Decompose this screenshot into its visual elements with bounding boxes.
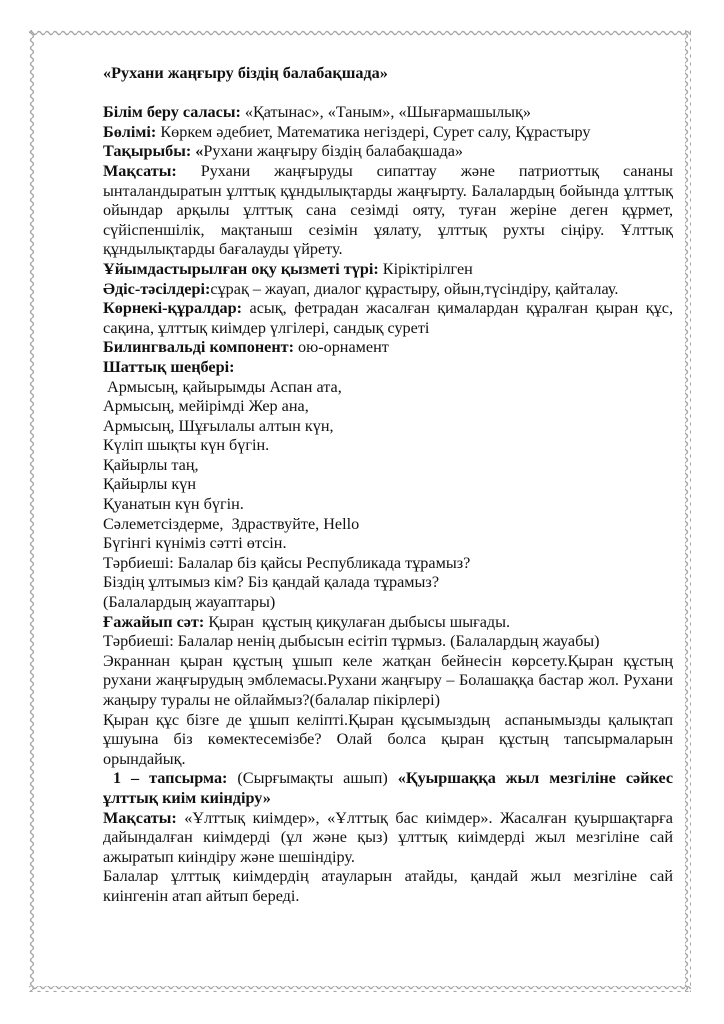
field-activity-type bbox=[103, 260, 673, 280]
field-label: Ұйымдастырылған оқу қызметі түрі: bbox=[103, 259, 379, 278]
magic-moment bbox=[103, 613, 673, 633]
circle-line: Армысың, мейірімді Жер ана, bbox=[103, 397, 309, 416]
field-bilingual bbox=[103, 338, 673, 358]
field-value: «Қатынас», «Таным», «Шығармашылық» bbox=[240, 103, 532, 122]
task-1-goal-text: «Ұлттық киімдер», «Ұлттық бас киімдер». Жасалған қуыршақтарға дайындалған киімдерді (ұл және қыз) ұлттық киімдерді жыл мезгіліне сай ажыратып киіндіру және шешіндіру. bbox=[103, 808, 673, 866]
field-label: Көрнекі-құралдар: bbox=[103, 299, 242, 318]
task-1-closing: Балалар ұлттық киімдердің атауларын атайды, қандай жыл мезгіліне сай киінгенін атап айтып береді. bbox=[103, 867, 673, 905]
field-value: Рухани жаңғыруды сипаттау және патриоттық сананы ынталандыратын ұлттық құндылықтарды жаңғырту. Балалардың бойында ұлттық ойындар арқылы ұлттық сана сезімді ояту, туған жеріне деген құрмет, сүйіспеншілік, мақтаныш сезімін ұялату, ұлттық рухты сіңіру. Ұлттық құндылықтарды бағалауды үйрету. bbox=[103, 161, 673, 259]
circle-line: Біздің ұлтымыз кім? Біз қандай қалада тұрамыз? bbox=[103, 573, 440, 592]
document-title: «Рухани жаңғыру біздің балабақшада» bbox=[103, 64, 388, 82]
circle-line: Бүгінгі күніміз сәтті өтсін. bbox=[103, 534, 287, 553]
magic-paragraph: Қыран құс бізге де ұшып келіпті.Қыран құсымыздың аспанымызды қалықтап ұшуына біз көмектесемізбе? Олай болса қыран құстың тапсырмаларын орындайық. bbox=[103, 710, 678, 768]
task-1-title: «Қуыршаққа жыл мезгіліне сәйкес ұлттық киім киіндіру» bbox=[103, 769, 678, 807]
field-label: Әдіс-тәсілдері: bbox=[103, 279, 211, 298]
field-topic bbox=[103, 142, 673, 162]
field-goal bbox=[103, 162, 673, 260]
circle-line: Қайырлы күн bbox=[103, 475, 197, 494]
field-value: Көркем әдебиет, Математика негіздері, Сурет салу, Құрастыру bbox=[156, 122, 591, 141]
circle-line: Қайырлы таң, bbox=[103, 455, 199, 474]
field-methods bbox=[103, 280, 673, 300]
field-label: Бөлімі: bbox=[103, 122, 157, 141]
circle-label: Шаттық шеңбері: bbox=[103, 357, 235, 376]
circle-line: Қуанатын күн бүгін. bbox=[103, 495, 244, 514]
circle-line: Армысың, Шұғылалы алтын күн, bbox=[103, 416, 334, 435]
circle-line: Сәлеметсіздерме, Здраствуйте, Hello bbox=[103, 514, 360, 533]
magic-text: Қыран құстың қиқулаған дыбысы шығады. bbox=[204, 612, 511, 631]
document-body bbox=[103, 64, 678, 907]
field-label: Билингвальді компонент: bbox=[103, 338, 294, 357]
task-1-goal bbox=[103, 809, 673, 868]
field-value: ою-орнамент bbox=[294, 338, 389, 357]
circle-heading bbox=[103, 358, 673, 378]
field-label: Білім беру саласы: bbox=[103, 103, 241, 122]
field-visual-aids bbox=[103, 299, 673, 338]
field-education-area bbox=[103, 103, 673, 123]
circle-line: (Балалардың жауаптары) bbox=[103, 593, 276, 612]
task-1-goal-label: Мақсаты: bbox=[103, 808, 177, 827]
circle-line: Тәрбиеші: Балалар біз қайсы Республикада тұрамыз? bbox=[103, 553, 471, 572]
field-label: Мақсаты: bbox=[103, 161, 177, 180]
field-value: Рухани жаңғыру біздің балабақшада» bbox=[203, 142, 464, 161]
field-label: Тақырыбы: « bbox=[103, 142, 204, 161]
task-1-paren: (Сырғымақты ашып) bbox=[227, 769, 398, 788]
magic-paragraph: Тәрбиеші: Балалар ненің дыбысын есітіп тұрмыз. (Балалардың жауабы) bbox=[103, 632, 600, 651]
task-1-label: 1 – тапсырма: bbox=[103, 769, 228, 788]
field-value: сұрақ – жауап, диалог құрастыру, ойын,түсіндіру, қайталау. bbox=[210, 279, 619, 298]
field-value: Кіріктірілген bbox=[378, 259, 473, 278]
circle-line: Армысың, қайырымды Аспан ата, bbox=[103, 377, 342, 396]
magic-label: Ғажайып сәт: bbox=[103, 612, 205, 631]
magic-paragraph: Экраннан қыран құстың ұшып келе жатқан бейнесін көрсету.Қыран құстың рухани жаңғырудың эмблемасы.Рухани жаңғыру – Болашаққа бастар жол. Рухани жаңыру туралы не ойлаймыз?(балалар пікірлері) bbox=[103, 651, 673, 709]
field-section bbox=[103, 123, 673, 143]
task-1-heading bbox=[103, 769, 678, 808]
circle-line: Күліп шықты күн бүгін. bbox=[103, 436, 270, 455]
field-value: асық, фетрадан жасалған қималардан құралған қыран құс, сақина, ұлттық киімдер үлгілері, сандық суреті bbox=[103, 299, 673, 337]
